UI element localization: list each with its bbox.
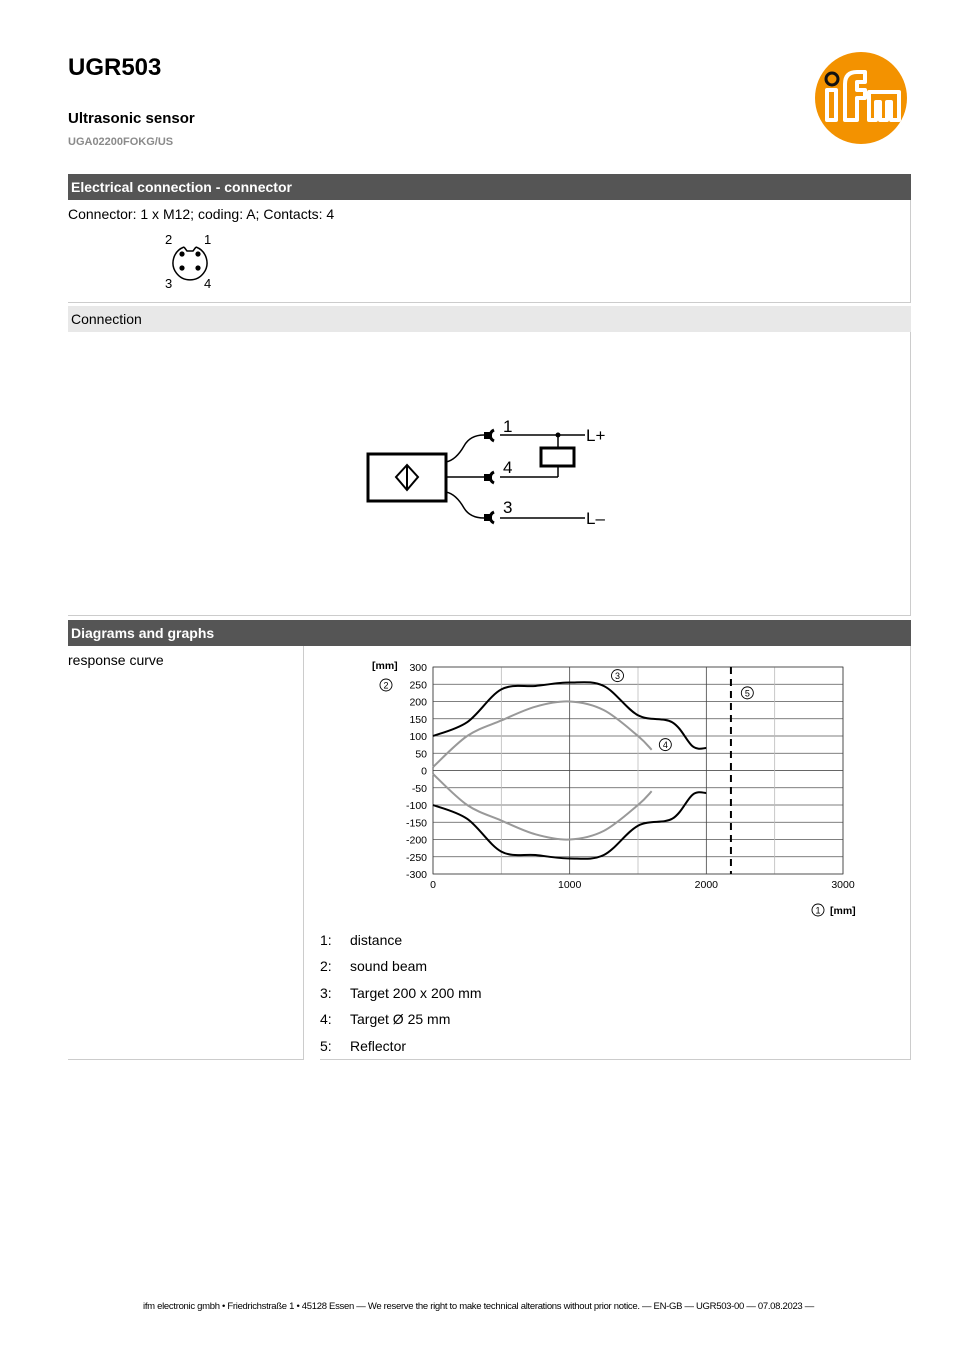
y-tick-label: -300 bbox=[405, 869, 427, 881]
legend-number: 4: bbox=[320, 1011, 332, 1027]
x-axis-marker: 1 bbox=[815, 905, 821, 916]
y-axis-marker: 2 bbox=[383, 680, 389, 691]
legend-number: 5: bbox=[320, 1038, 332, 1054]
section-diagrams: Diagrams and graphs bbox=[68, 620, 911, 646]
y-tick-label: 0 bbox=[421, 765, 427, 778]
article-number: UGA02200FOKG/US bbox=[68, 136, 174, 148]
response-curve-label: response curve bbox=[68, 652, 164, 668]
legend-number: 2: bbox=[320, 958, 332, 974]
page-footer: ifm electronic gmbh • Friedrichstraße 1 • 45128 Essen — We reserve the right to make technical alterations without prior notice. — EN-GB — UGR503-00 — 07.08.2023 — bbox=[143, 1301, 814, 1312]
diagrams-label-cell bbox=[68, 646, 304, 1060]
y-tick-label: 50 bbox=[415, 748, 427, 761]
y-tick-label: -150 bbox=[405, 817, 427, 830]
y-tick-label: 250 bbox=[409, 679, 427, 692]
wiring-diagram bbox=[360, 410, 620, 540]
y-tick-label: -50 bbox=[411, 782, 427, 795]
rail-label-lplus: L+ bbox=[586, 426, 606, 445]
product-type: Ultrasonic sensor bbox=[68, 110, 195, 127]
legend-number: 1: bbox=[320, 932, 332, 948]
x-tick-label: 0 bbox=[430, 879, 436, 891]
connector-description: Connector: 1 x M12; coding: A; Contacts: 4 bbox=[68, 206, 335, 222]
legend-number: 3: bbox=[320, 985, 332, 1001]
wire-label-3: 3 bbox=[503, 498, 513, 517]
legend-text: sound beam bbox=[350, 958, 428, 974]
series-4-marker: 4 bbox=[662, 740, 668, 751]
y-tick-label: -250 bbox=[405, 851, 427, 864]
y-axis-unit-label: [mm] bbox=[372, 660, 398, 672]
m12-connector-pinout bbox=[160, 230, 220, 292]
pin-label-4: 4 bbox=[204, 276, 212, 291]
x-tick-label: 2000 bbox=[694, 879, 719, 891]
ifm-logo bbox=[813, 50, 909, 146]
y-tick-label: -200 bbox=[405, 834, 427, 847]
wire-label-4: 4 bbox=[503, 458, 513, 477]
wire-label-1: 1 bbox=[503, 417, 513, 436]
y-tick-label: 200 bbox=[409, 696, 427, 709]
pin-label-1: 1 bbox=[204, 232, 212, 247]
legend-text: Reflector bbox=[350, 1038, 407, 1054]
x-axis-unit-label: [mm] bbox=[830, 905, 856, 917]
y-tick-label: 150 bbox=[409, 713, 427, 726]
y-tick-label: 300 bbox=[409, 662, 427, 674]
response-curve-chart bbox=[360, 655, 880, 917]
product-code: UGR503 bbox=[68, 54, 162, 81]
x-tick-label: 1000 bbox=[557, 879, 582, 891]
y-tick-label: -100 bbox=[405, 800, 427, 812]
rail-label-lminus: L– bbox=[586, 509, 605, 528]
legend-text: Target Ø 25 mm bbox=[350, 1011, 451, 1027]
legend-text: distance bbox=[350, 932, 403, 948]
legend-text: Target 200 x 200 mm bbox=[350, 985, 482, 1001]
section-electrical-connection: Electrical connection - connector bbox=[68, 174, 911, 200]
section-connection: Connection bbox=[68, 306, 911, 332]
series-4-upper-curve bbox=[433, 701, 652, 767]
pin-label-2: 2 bbox=[165, 232, 173, 247]
reflector-marker: 5 bbox=[744, 688, 750, 699]
x-tick-label: 3000 bbox=[831, 879, 855, 891]
series-4-lower-curve bbox=[433, 774, 652, 840]
series-3-marker: 3 bbox=[614, 671, 621, 682]
pin-label-3: 3 bbox=[165, 276, 173, 291]
y-tick-label: 100 bbox=[409, 731, 427, 743]
